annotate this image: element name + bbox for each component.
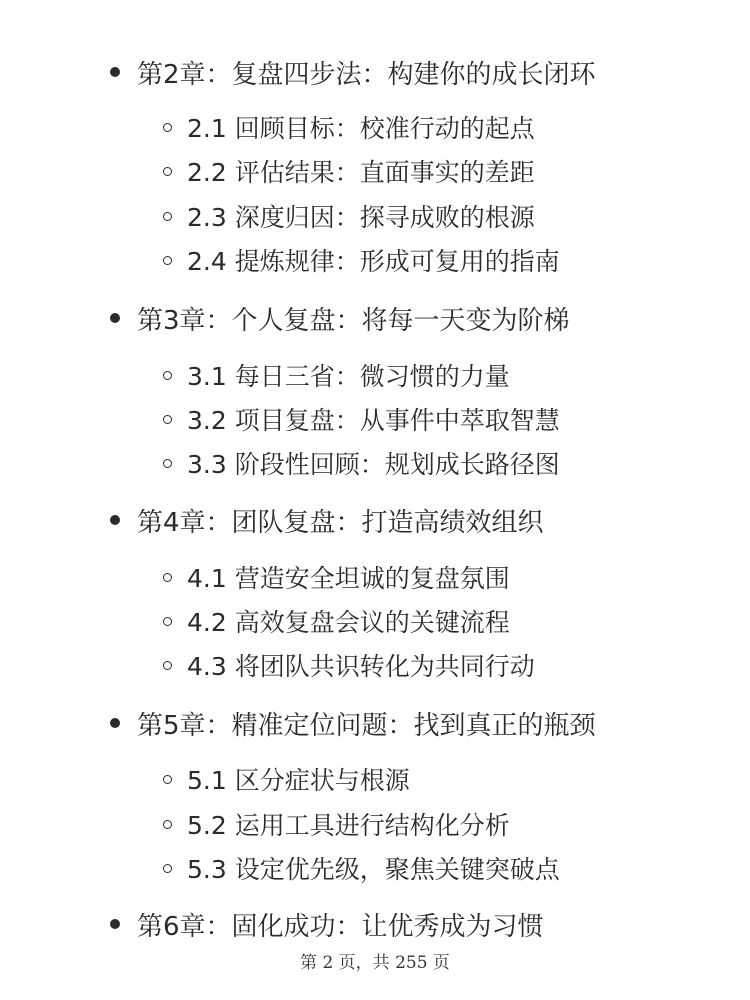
toc-section-title: 2.4 提炼规律：形成可复用的指南 <box>187 247 560 276</box>
toc-section-3-3 <box>163 443 560 483</box>
circle-bullet-icon <box>163 256 172 265</box>
toc-chapter-title: 第3章：个人复盘：将每一天变为阶梯 <box>137 305 570 336</box>
toc-section-3-2 <box>163 399 560 439</box>
toc-section-4-2 <box>163 601 510 641</box>
circle-bullet-icon <box>163 820 172 829</box>
page-number-footer: 第 2 页，共 255 页 <box>300 953 450 973</box>
circle-bullet-icon <box>163 775 172 784</box>
toc-section-title: 2.2 评估结果：直面事实的差距 <box>187 158 535 187</box>
toc-section-4-1 <box>163 557 510 597</box>
toc-section-title: 4.2 高效复盘会议的关键流程 <box>187 608 510 637</box>
bullet-icon <box>110 515 120 525</box>
toc-chapter-title: 第2章：复盘四步法：构建你的成长闭环 <box>137 59 596 90</box>
toc-chapter-6 <box>110 904 544 944</box>
toc-section-title: 3.1 每日三省：微习惯的力量 <box>187 362 510 391</box>
toc-chapter-4 <box>110 500 544 540</box>
circle-bullet-icon <box>163 661 172 670</box>
circle-bullet-icon <box>163 415 172 424</box>
toc-chapter-2 <box>110 52 596 92</box>
circle-bullet-icon <box>163 371 172 380</box>
circle-bullet-icon <box>163 573 172 582</box>
circle-bullet-icon <box>163 212 172 221</box>
toc-section-2-4 <box>163 240 560 280</box>
toc-section-5-3 <box>163 848 560 888</box>
toc-section-5-1 <box>163 759 410 799</box>
bullet-icon <box>110 919 120 929</box>
toc-chapter-title: 第5章：精准定位问题：找到真正的瓶颈 <box>137 710 596 741</box>
circle-bullet-icon <box>163 459 172 468</box>
toc-chapter-3 <box>110 298 570 338</box>
toc-section-title: 2.1 回顾目标：校准行动的起点 <box>187 114 535 143</box>
bullet-icon <box>110 313 120 323</box>
toc-section-2-3 <box>163 196 535 236</box>
toc-section-title: 3.3 阶段性回顾：规划成长路径图 <box>187 450 560 479</box>
toc-section-title: 4.1 营造安全坦诚的复盘氛围 <box>187 564 510 593</box>
toc-section-3-1 <box>163 355 510 395</box>
toc-section-2-1 <box>163 107 535 147</box>
circle-bullet-icon <box>163 167 172 176</box>
toc-section-title: 2.3 深度归因：探寻成败的根源 <box>187 203 535 232</box>
toc-section-title: 4.3 将团队共识转化为共同行动 <box>187 652 535 681</box>
toc-chapter-5 <box>110 703 596 743</box>
circle-bullet-icon <box>163 864 172 873</box>
bullet-icon <box>110 718 120 728</box>
circle-bullet-icon <box>163 123 172 132</box>
toc-section-5-2 <box>163 804 510 844</box>
toc-section-4-3 <box>163 645 535 685</box>
toc-chapter-title: 第4章：团队复盘：打造高绩效组织 <box>137 507 544 538</box>
toc-chapter-title: 第6章：固化成功：让优秀成为习惯 <box>137 911 544 942</box>
toc-section-title: 5.3 设定优先级，聚焦关键突破点 <box>187 855 560 884</box>
circle-bullet-icon <box>163 617 172 626</box>
toc-section-title: 5.1 区分症状与根源 <box>187 766 410 795</box>
toc-section-title: 5.2 运用工具进行结构化分析 <box>187 811 510 840</box>
bullet-icon <box>110 67 120 77</box>
toc-section-title: 3.2 项目复盘：从事件中萃取智慧 <box>187 406 560 435</box>
toc-section-2-2 <box>163 151 535 191</box>
